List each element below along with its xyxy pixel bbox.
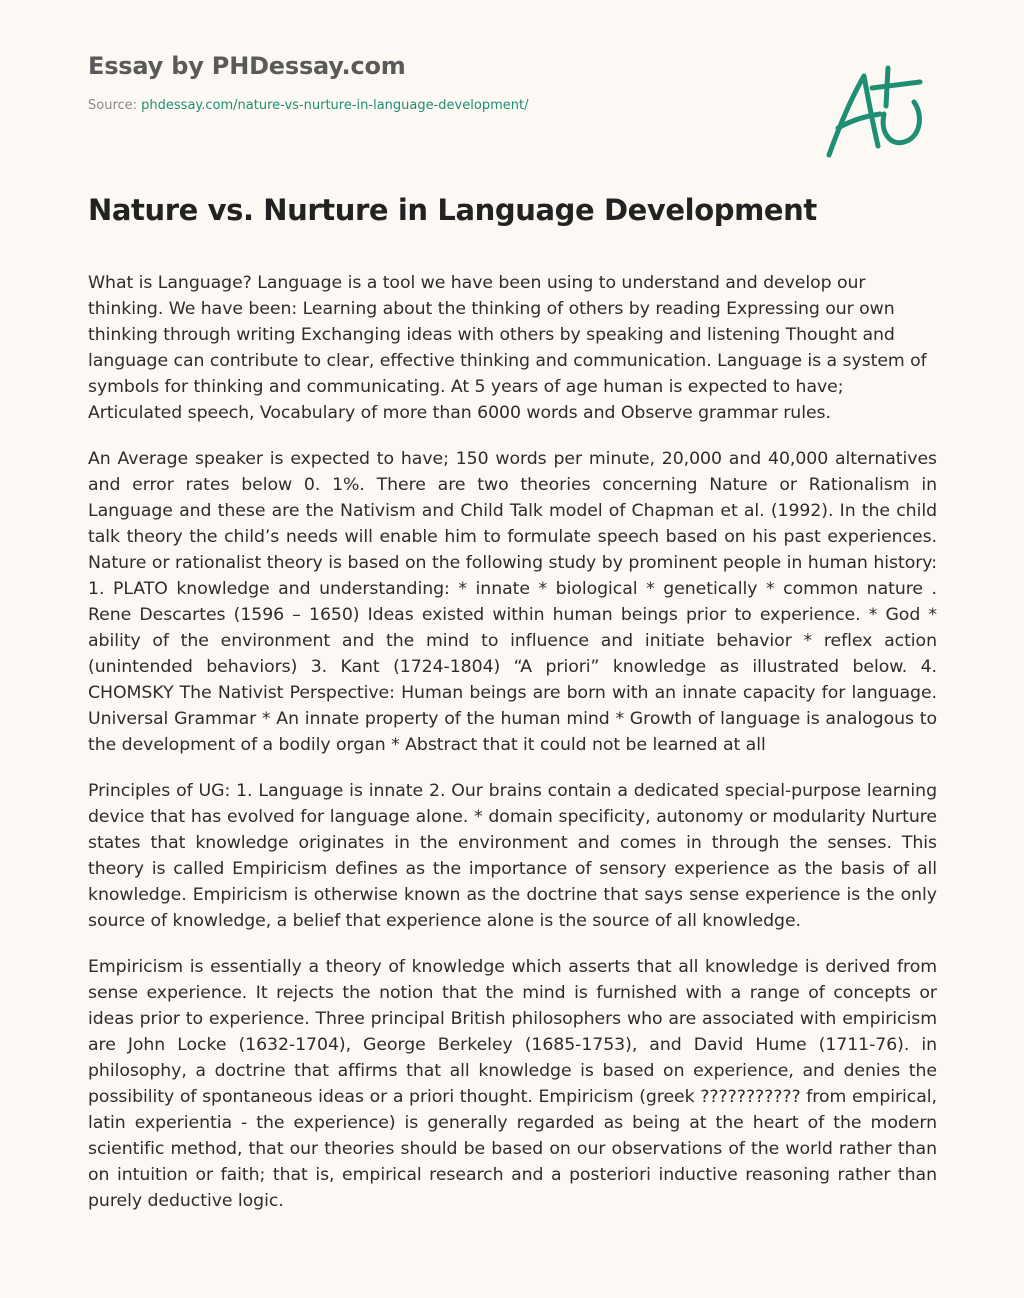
- essay-body: [88, 270, 937, 1255]
- document-title: Nature vs. Nurture in Language Development: [88, 193, 817, 227]
- paragraph: Principles of UG: 1. Language is innate 2. Our brains contain a dedicated special-purpose learning device that has evolved for language alone. * domain specificity, autonomy or modularity Nurture states that knowledge originates in the environment and comes in through the senses. This theory is called Empiricism defines as the importance of sensory experience as the basis of all knowledge. Empiricism is otherwise known as the doctrine that says sense experience is the only source of knowledge, a belief that experience alone is the source of all knowledge.: [88, 781, 937, 931]
- paragraph: An Average speaker is expected to have; 150 words per minute, 20,000 and 40,000 alternatives and error rates below 0. 1%. There are two theories concerning Nature or Rationalism in Language and these are the Nativism and Child Talk model of Chapman et al. (1992). In the child talk theory the child’s needs will enable him to formulate speech based on his past experiences. Nature or rationalist theory is based on the following study by prominent people in human history: 1. PLATO knowledge and understanding: * innate * biological * genetically * common nature . Rene Descartes (1596 – 1650) Ideas existed within human beings prior to experience. * God * ability of the environment and the mind to influence and initiate behavior * reflex action (unintended behaviors) 3. Kant (1724-1804) “A priori” knowledge as illustrated below. 4. CHOMSKY The Nativist Perspective: Human beings are born with an innate capacity for language. Universal Grammar * An innate property of the human mind * Growth of language is analogous to the development of a bodily organ * Abstract that it could not be learned at all: [88, 449, 937, 755]
- source-line: [88, 97, 788, 115]
- source-link[interactable]: phdessay.com/nature-vs-nurture-in-language-development/: [141, 98, 529, 113]
- paragraph: What is Language? Language is a tool we have been using to understand and develop our thinking. We have been: Learning about the thinking of others by reading Expressing our own thinking through writing Exchanging ideas with others by speaking and listening Thought and language can contribute to clear, effective thinking and communication. Language is a system of symbols for thinking and communicating. At 5 years of age human is expected to have; Articulated speech, Vocabulary of more than 6000 words and Observe grammar rules.: [88, 273, 927, 423]
- page-header: [88, 50, 788, 115]
- source-label: Source:: [88, 98, 142, 113]
- site-title: Essay by PHDessay.com: [88, 52, 406, 80]
- a-plus-logo-icon: [824, 62, 930, 160]
- paragraph: Empiricism is essentially a theory of knowledge which asserts that all knowledge is derived from sense experience. It rejects the notion that the mind is furnished with a range of concepts or ideas prior to experience. Three principal British philosophers who are associated with empiricism are John Locke (1632-1704), George Berkeley (1685-1753), and David Hume (1711-76). in philosophy, a doctrine that affirms that all knowledge is based on experience, and denies the possibility of spontaneous ideas or a priori thought. Empiricism (greek ??????????? from empirical, latin experientia - the experience) is generally regarded as being at the heart of the modern scientific method, that our theories should be based on our observations of the world rather than on intuition or faith; that is, empirical research and a posteriori inductive reasoning rather than purely deductive logic.: [88, 957, 937, 1211]
